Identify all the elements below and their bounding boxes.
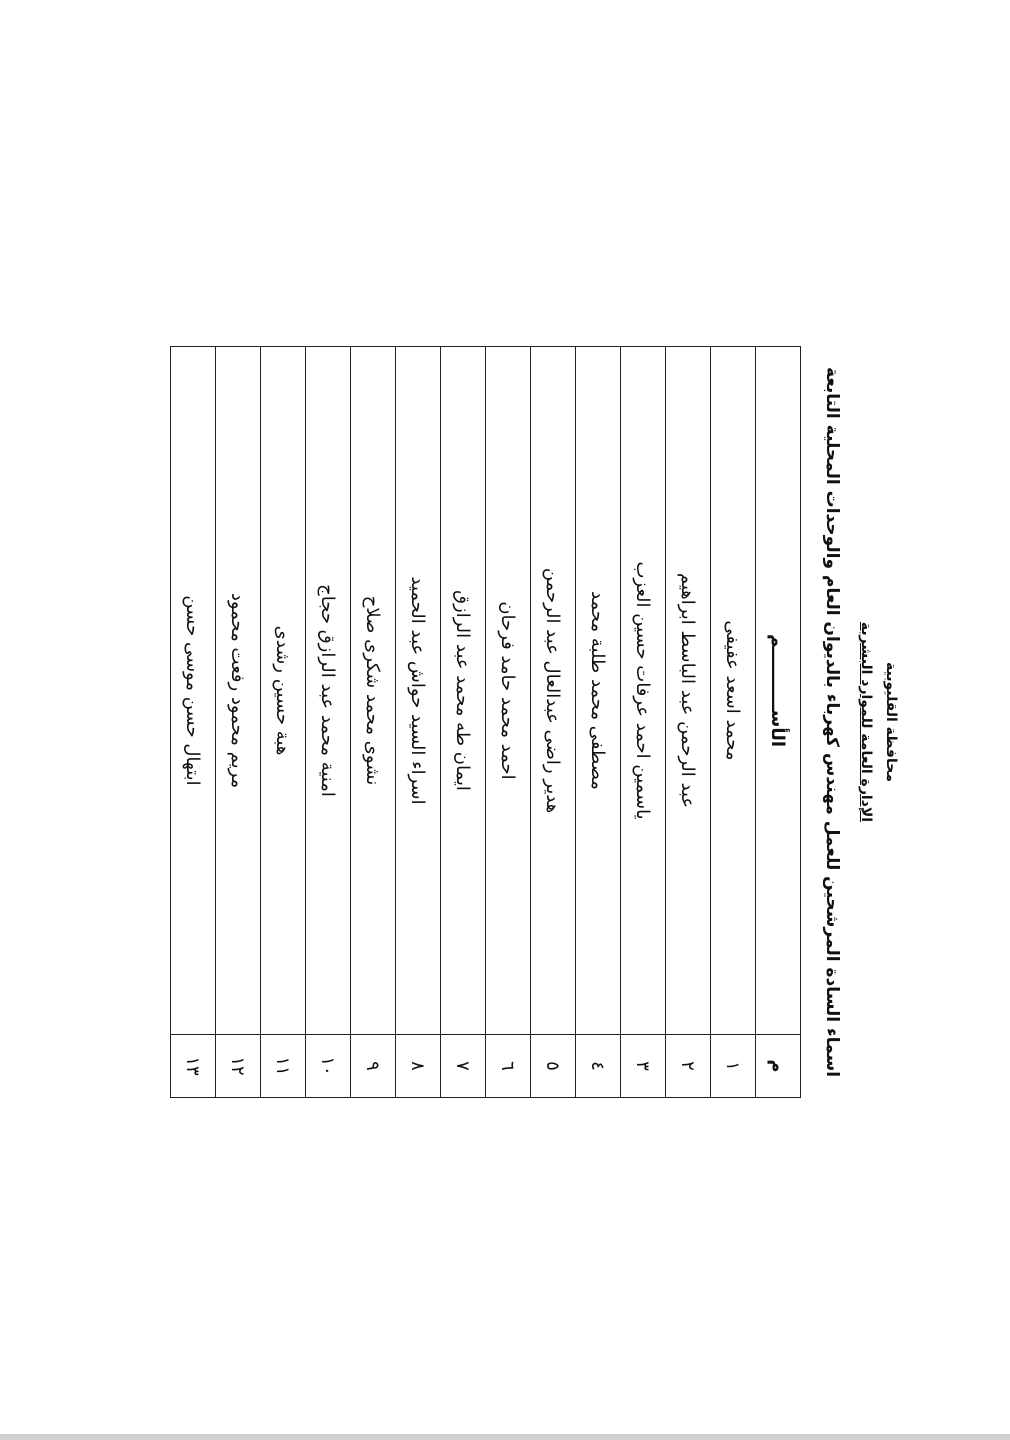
row-name: محمد اسعد عفيفى [711,347,756,1035]
row-index: ٤ [576,1035,621,1098]
header-index: م [756,1035,801,1098]
table-row [666,347,711,1098]
row-index: ١٢ [216,1035,261,1098]
row-index: ٩ [351,1035,396,1098]
governorate-name: محافظة القليوبية [883,662,899,782]
row-name: ابتهال حسن موسى حسن [171,347,216,1035]
table-row [351,347,396,1098]
table-row [306,347,351,1098]
table-row [441,347,486,1098]
scan-edge [0,1434,1010,1440]
table-row [261,347,306,1098]
row-index: ٨ [396,1035,441,1098]
row-name: نشوى محمد شكرى صلاح [351,347,396,1035]
document-header [803,346,901,1098]
row-name: مريم محمود رفعت محمود [216,347,261,1035]
department-name-text: الإدارة العامة للموارد البشرية [858,621,874,823]
row-name: هدير راضى عبدالعال عبد الرحمن [531,347,576,1035]
row-index: ١١ [261,1035,306,1098]
row-name: ياسمين احمد عرفات حسين العزب [621,347,666,1035]
row-name: اسراء السيد حواش عبد الحميد [396,347,441,1035]
candidates-table [170,346,801,1098]
row-index: ١٣ [171,1035,216,1098]
row-index: ١٠ [306,1035,351,1098]
table-row [711,347,756,1098]
table-row [531,347,576,1098]
table-row [171,347,216,1098]
row-index: ٣ [621,1035,666,1098]
row-index: ١ [711,1035,756,1098]
row-name: امنية محمد عبد الرازق حجاج [306,347,351,1035]
header-name-text: الأســــــــــم [767,633,789,748]
row-name: هبة حسين رشدى [261,347,306,1035]
rotated-page-content [97,346,901,1098]
table-row [576,347,621,1098]
row-name: احمد محمد حامد فرحان [486,347,531,1035]
row-name: مصطفى محمد طلبة محمد [576,347,621,1035]
table-row [621,347,666,1098]
table-row [486,347,531,1098]
row-index: ٧ [441,1035,486,1098]
header-name [756,347,801,1035]
table-row [396,347,441,1098]
table-row [216,347,261,1098]
row-name: عبد الرحمن عبد الباسط ابراهيم [666,347,711,1035]
row-index: ٢ [666,1035,711,1098]
department-name [855,346,877,1098]
row-name: ايمان طه محمد عبد الرازق [441,347,486,1035]
table-header-row [756,347,801,1098]
row-index: ٦ [486,1035,531,1098]
document-title: اسماء السادة المرشحين للعمل مهندس كهرباء بالديوان العام والوحدات المحلية التابعة [822,366,842,1078]
row-index: ٥ [531,1035,576,1098]
